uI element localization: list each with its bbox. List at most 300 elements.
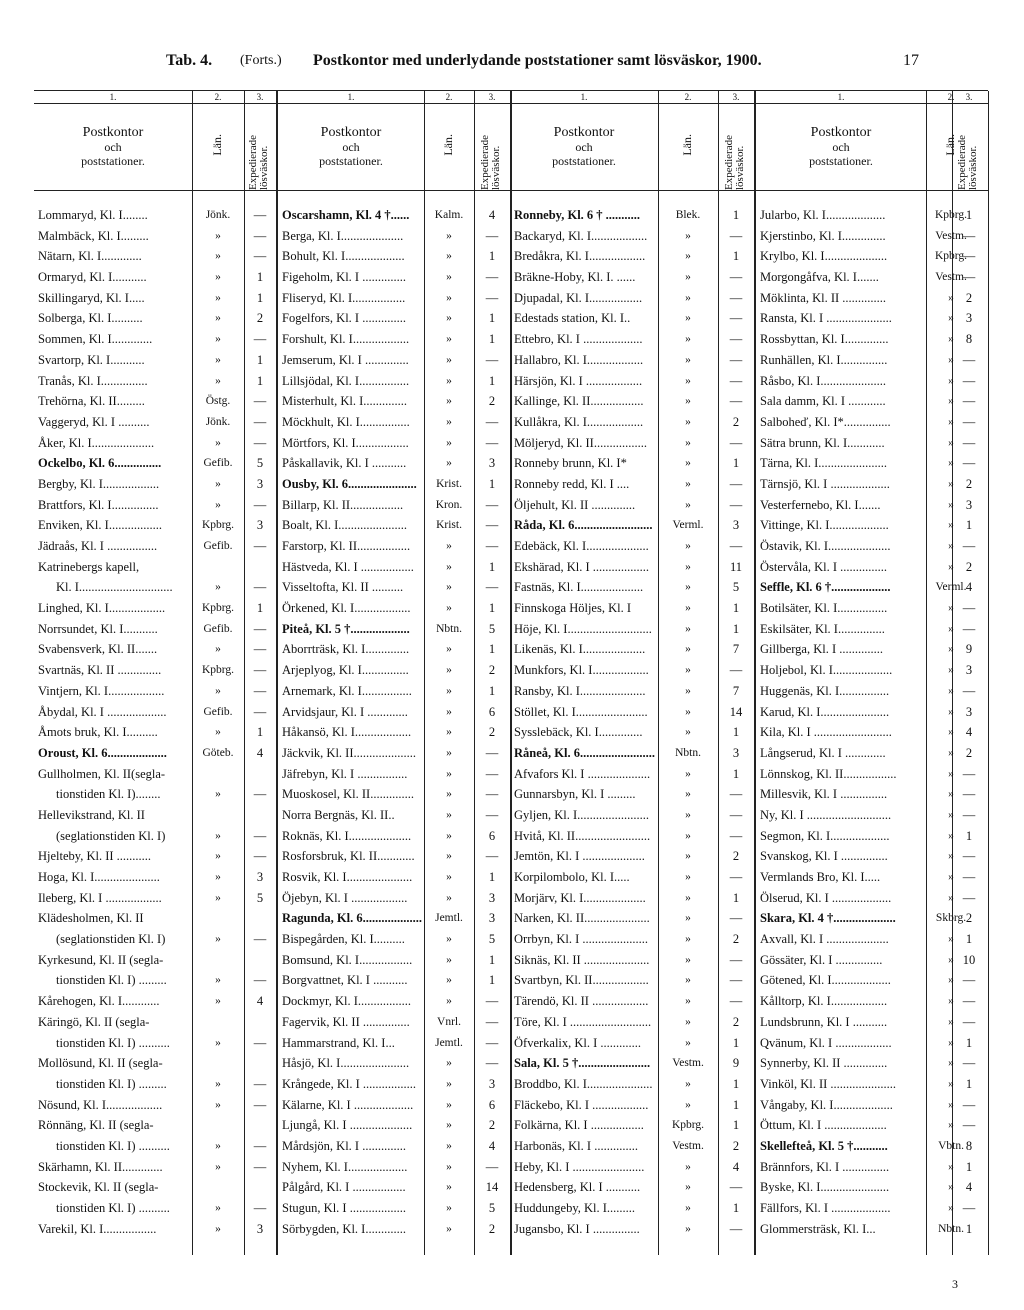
station-name: Bispegården, Kl. I.......... [282,932,405,947]
column-number: 3. [732,92,740,102]
station-name: Örkened, Kl. I.................. [282,601,411,616]
table-row [34,722,276,743]
table-row [756,950,988,971]
table-row [34,991,276,1012]
table-row [756,474,988,495]
lan-cell: » [948,1015,954,1028]
column-number: 1. [837,92,845,102]
lan-cell: » [215,1160,221,1173]
table-row [510,908,754,929]
table-row [278,660,510,681]
table-row [510,308,754,329]
lan-cell: » [446,291,452,304]
bag-count-cell: — [962,435,976,450]
table-row [278,970,510,991]
table-row [756,1033,988,1054]
lan-cell: Kalm. [434,209,464,221]
station-name: Segmon, Kl. I................... [760,828,890,843]
lan-cell: » [685,767,691,780]
lan-cell: » [446,767,452,780]
table-row [510,846,754,867]
station-name: Nyhem, Kl. I................... [282,1159,408,1174]
lan-cell: » [685,333,691,346]
station-name: Brännfors, Kl. I ............... [760,1159,890,1174]
bag-count-cell: — [962,1097,976,1112]
table-row [756,1219,988,1240]
station-name: Jularbo, Kl. I................... [760,208,886,222]
station-name: Fogelfors, Kl. I .............. [282,311,406,326]
bag-count-cell: 4 [488,1138,496,1153]
station-name: Ny, Kl. I ........................... [760,807,892,822]
lan-cell: » [685,312,691,325]
lan-cell: » [446,1077,452,1090]
station-name: Billarp, Kl. II................. [282,497,404,512]
bag-count-cell: 14 [485,1180,499,1195]
lan-cell: » [948,1077,954,1090]
station-name: Vittinge, Kl. I................... [760,518,889,533]
station-name: Kälarne, Kl. I ................... [282,1097,414,1112]
station-name: Edestads station, Kl. I.. [514,311,631,326]
station-name: Mörtfors, Kl. I................. [282,435,409,450]
lan-cell: » [215,726,221,739]
table-row [278,1177,510,1198]
station-name: Arnemark, Kl. I................ [282,683,412,698]
bag-count-cell: 1 [488,332,496,347]
station-name: Öljehult, Kl. II .............. [514,497,636,512]
bag-count-cell: 2 [965,559,973,574]
station-name: Misterhult, Kl. I.............. [282,394,407,409]
table-row [34,784,276,805]
table-row [34,660,276,681]
lan-cell: » [948,1036,954,1049]
station-name: Åker, Kl. I.................... [38,435,155,450]
table-row [510,1053,754,1074]
table-row [278,474,510,495]
bag-count-cell: — [253,1097,267,1112]
lan-cell: Verml. [672,519,704,532]
lan-cell: » [446,974,452,987]
bag-count-cell: — [962,539,976,553]
bag-count-cell: 3 [488,1076,496,1091]
lan-cell: » [215,974,221,987]
table-row [756,1012,988,1033]
table-row [34,826,276,847]
table-row [278,371,510,392]
table-row [34,598,276,619]
table-row [756,205,988,226]
lan-cell: Kpbrg. [671,1119,705,1132]
station-name: Vaggeryd, Kl. I .......... [38,414,150,429]
lan-cell: » [446,333,452,346]
table-row [510,681,754,702]
table-row [34,288,276,309]
table-row [278,1053,510,1074]
lan-cell: » [215,829,221,842]
station-name: Figeholm, Kl. I .............. [282,270,406,285]
table-frame [988,91,989,1255]
bag-count-cell: — [962,807,976,822]
table-row [34,226,276,247]
lan-cell: » [948,974,954,987]
bag-count-cell: — [729,787,743,802]
bag-count-cell: — [729,332,743,347]
lan-cell: » [948,498,954,511]
bag-count-cell: — [729,870,743,884]
bag-count-cell: 3 [256,518,264,533]
station-name: Ragunda, Kl. 6................... [282,911,422,926]
station-name: Svabensverk, Kl. II....... [38,642,158,657]
station-name: Långserud, Kl. I ............. [760,745,886,760]
lan-cell: Jemtl. [435,1036,463,1049]
lan-cell: » [685,291,691,304]
bag-count-cell: 4 [256,745,264,760]
station-name: Gyljen, Kl. I....................... [514,807,650,822]
header-line: och [104,140,122,154]
column-header [0,104,1024,190]
table-row [34,702,276,723]
station-name: Vermlands Bro, Kl. I..... [760,870,881,884]
table-row [278,205,510,226]
bag-count-cell: 1 [256,373,264,388]
table-row [278,267,510,288]
lan-cell: » [215,933,221,946]
station-name: Ronneby, Kl. 6 † ........... [514,208,641,222]
station-name: tionstiden Kl. I) .......... [56,1035,170,1050]
bag-count-cell: 4 [732,1159,740,1174]
station-name: Huddungeby, Kl. I......... [514,1201,636,1215]
table-row [756,350,988,371]
bag-count-cell: 1 [965,1221,973,1236]
table-row [510,950,754,971]
table-row [278,329,510,350]
lan-cell: » [446,540,452,552]
header-postkontor [756,126,926,168]
bag-count-cell: 5 [488,1201,496,1215]
table-row [278,536,510,557]
lan-cell: » [685,415,691,428]
bag-count-cell: — [253,642,267,657]
lan-cell: » [685,850,691,863]
table-row [510,495,754,516]
table-row [34,908,276,929]
station-name: tionstiden Kl. I)........ [56,787,161,802]
bag-count-cell: 1 [732,1035,740,1050]
table-row [756,329,988,350]
station-name: Ransta, Kl. I ..................... [760,311,892,326]
station-name: Tärna, Kl. I...................... [760,456,888,471]
lan-cell: » [948,995,954,1008]
station-name: Botilsäter, Kl. I................ [760,601,888,616]
lan-cell: » [446,643,452,656]
header-line: Postkontor [553,125,615,140]
lan-cell: » [685,891,691,904]
lan-cell: Nbtn. [436,622,462,635]
station-name: Sätra brunn, Kl. I............ [760,435,885,450]
table-row [756,557,988,578]
station-name: Kyrkesund, Kl. II (segla- [38,952,164,967]
table-row [34,970,276,991]
station-name: Kl. I.............................. [56,580,173,595]
station-name: Fliseryd, Kl. I................. [282,290,406,305]
station-name: Möljeryd, Kl. II................. [514,435,647,450]
table-row [34,619,276,640]
station-name: Piteå, Kl. 5 †................... [282,621,410,636]
bag-count-cell: — [485,1056,499,1071]
lan-cell: Kpbrg. [934,250,968,263]
station-name: Heby, Kl. I ....................... [514,1159,645,1174]
table-row [510,412,754,433]
bag-count-cell: 1 [732,1201,740,1215]
lan-cell: » [685,229,691,242]
lan-cell: Östg. [205,395,231,408]
lan-cell: » [685,581,691,594]
station-name: Arjeplуog, Kl. I............... [282,663,409,678]
lan-cell: » [685,602,691,615]
bag-count-cell: 5 [488,932,496,947]
header-line: poststationer. [809,154,873,168]
lan-cell: » [948,1202,954,1214]
table-row [278,722,510,743]
station-name: Holjebol, Kl. I................... [760,663,893,678]
bag-count-cell: 7 [732,683,740,698]
station-name: Ljungå, Kl. I .................... [282,1118,413,1133]
station-name: Tärendö, Kl. II .................. [514,994,649,1009]
station-name: Jädraås, Kl. I ................ [38,539,158,553]
station-name: Påskallavik, Kl. I ........... [282,456,407,471]
header-line: Postkontor [82,125,144,140]
station-name: Töre, Kl. I .......................... [514,1014,652,1029]
lan-cell: » [215,436,221,449]
lan-cell: » [685,726,691,739]
bag-count-cell: — [485,1035,499,1050]
table-row [510,991,754,1012]
table-row [756,577,988,598]
page-header [0,52,1024,76]
table-row [756,308,988,329]
table-row [278,619,510,640]
bag-count-cell: 1 [488,870,496,884]
bag-count-cell: — [253,414,267,429]
bag-count-cell: — [962,270,976,285]
table-row [278,764,510,785]
lan-cell: » [948,705,954,718]
station-name: Öttum, Kl. I .................... [760,1118,887,1133]
table-row [278,846,510,867]
table-row [510,329,754,350]
station-name: Bergby, Kl. I.................. [38,476,160,491]
lan-cell: » [446,705,452,718]
lan-cell: » [948,891,954,904]
lan-cell: Kron. [435,498,463,511]
table-row [34,764,276,785]
station-name: tionstiden Kl. I) ......... [56,973,167,988]
header-line: och [575,140,593,154]
lan-cell: » [446,995,452,1008]
table-row [34,515,276,536]
table-row [510,1219,754,1240]
lan-cell: Vnrl. [437,1015,461,1028]
station-name: Berga, Kl. I.................... [282,228,404,243]
lan-cell: Gefib. [203,540,233,552]
bag-count-cell: — [253,787,267,802]
station-name: Karud, Kl. I...................... [760,704,890,719]
station-name: Varekil, Kl. I................. [38,1221,157,1236]
table-row [756,722,988,743]
table-row [756,826,988,847]
bag-count-cell: 14 [729,704,743,719]
station-name: Djupadal, Kl. I................. [514,290,643,305]
table-row [510,598,754,619]
column-numbers [0,92,1024,103]
bag-count-cell: 1 [965,1035,973,1050]
header-line: poststationer. [81,154,145,168]
bag-count-cell: 6 [488,1097,496,1112]
station-name: Sommen, Kl. I............. [38,332,153,347]
station-name: Nösund, Kl. I.................. [38,1097,163,1112]
bag-count-cell: — [485,290,499,305]
table-row [510,433,754,454]
lan-cell: » [685,808,691,821]
bag-count-cell: 1 [488,952,496,967]
station-name: Åbydal, Kl. I ................... [38,704,167,719]
station-name: tionstiden Kl. I) ......... [56,1076,167,1091]
table-row [510,1033,754,1054]
bag-count-cell: 1 [965,518,973,533]
lan-cell: » [446,953,452,966]
station-name: Linghed, Kl. I.................. [38,601,166,616]
bag-count-cell: — [962,1118,976,1133]
station-name: Krylbo, Kl. I.................... [760,249,888,264]
station-name: Jemserum, Kl. I .............. [282,352,409,367]
lan-cell: » [948,829,954,842]
bag-count-cell: 1 [488,249,496,264]
bag-count-cell: 5 [488,621,496,636]
bag-count-cell: — [253,849,267,864]
bag-count-cell: 9 [965,642,973,657]
lan-cell: » [685,560,691,573]
bag-count-cell: — [962,1056,976,1071]
header-line: och [342,140,360,154]
station-name: Råda, Kl. 6......................... [514,518,653,533]
station-name: Svanskog, Kl. I ............... [760,849,888,864]
bag-count-cell: — [253,621,267,636]
column-number: 3. [488,92,496,102]
station-name: Backaryd, Kl. I.................. [514,228,648,243]
column-number: 1. [580,92,588,102]
lan-cell: » [685,933,691,946]
bag-count-cell: 2 [732,1014,740,1029]
station-name: Norra Bergnäs, Kl. II.. [282,807,395,822]
bag-count-cell: — [729,539,743,553]
bag-count-cell: — [729,435,743,450]
lan-cell: Vestm. [935,229,967,242]
bag-count-cell: 2 [488,663,496,678]
lan-cell: » [948,788,954,801]
table-row [34,350,276,371]
header-lan: Län. [680,134,694,156]
station-name: Muoskosel, Kl. II.............. [282,787,414,802]
lan-cell: » [215,374,221,387]
table-row [34,888,276,909]
lan-cell: » [948,560,954,573]
column-number: 2. [214,92,222,102]
bag-count-cell: — [729,994,743,1009]
lan-cell: » [446,664,452,677]
lan-cell: » [685,477,691,490]
page-number: 17 [903,52,919,69]
table-row [278,1198,510,1219]
station-name: Lundsbrunn, Kl. I ........... [760,1014,888,1029]
lan-cell: » [215,271,221,284]
bag-count-cell: — [962,849,976,864]
station-name: Ronneby redd, Kl. I .... [514,476,630,491]
lan-cell: » [446,602,452,615]
station-name: Hjelteby, Kl. II ........... [38,849,152,864]
lan-cell: Jönk. [205,209,231,221]
lan-cell: » [446,1139,452,1152]
lan-cell: » [685,705,691,718]
bag-count-cell: — [729,1221,743,1236]
table-row [34,805,276,826]
lan-cell: » [446,250,452,263]
header-expedierade: Expedierade lösväskor. [479,135,502,190]
lan-cell: » [215,581,221,594]
station-name: Kallinge, Kl. II................. [514,394,644,409]
bag-count-cell: — [253,435,267,450]
station-name: Jäfrebyn, Kl. I ................ [282,766,408,781]
table-column-group [278,205,510,1239]
table-row [34,1219,276,1240]
bag-count-cell: — [962,1201,976,1215]
station-name: Härsjön, Kl. I .................. [514,373,643,388]
station-name: Malmbäck, Kl. I......... [38,228,149,243]
station-name: Lönnskog, Kl. II................. [760,766,897,781]
station-name: Åmots bruk, Kl. I.......... [38,725,158,740]
lan-cell: » [446,829,452,842]
bag-count-cell: 2 [965,290,973,305]
lan-cell: » [215,353,221,366]
bag-count-cell: — [485,766,499,781]
bag-count-cell: 2 [965,911,973,926]
lan-cell: » [685,374,691,387]
table-row [34,329,276,350]
station-name: (seglationstiden Kl. I) [56,828,166,843]
table-column-group [34,205,276,1239]
station-name: Bohult, Kl. I................... [282,249,405,264]
lan-cell: Jemtl. [435,912,463,925]
station-name: Fällfors, Kl. I ................... [760,1201,891,1215]
bag-count-cell: 4 [965,725,973,740]
lan-cell: » [948,643,954,656]
bag-count-cell: — [729,1180,743,1195]
lan-cell: Nbtn. [938,1222,964,1235]
lan-cell: » [446,1098,452,1111]
table-row [34,371,276,392]
bag-count-cell: 5 [256,456,264,471]
station-name: Stockevik, Kl. II (segla- [38,1180,159,1195]
table-row [34,474,276,495]
lan-cell: » [948,767,954,780]
bag-count-cell: — [962,890,976,905]
lan-cell: » [948,664,954,677]
table-row [756,1177,988,1198]
lan-cell: » [948,622,954,635]
bag-count-cell: 1 [732,1076,740,1091]
bag-count-cell: — [962,373,976,388]
bag-count-cell: 3 [488,456,496,471]
table-row [510,1115,754,1136]
table-row [756,1198,988,1219]
